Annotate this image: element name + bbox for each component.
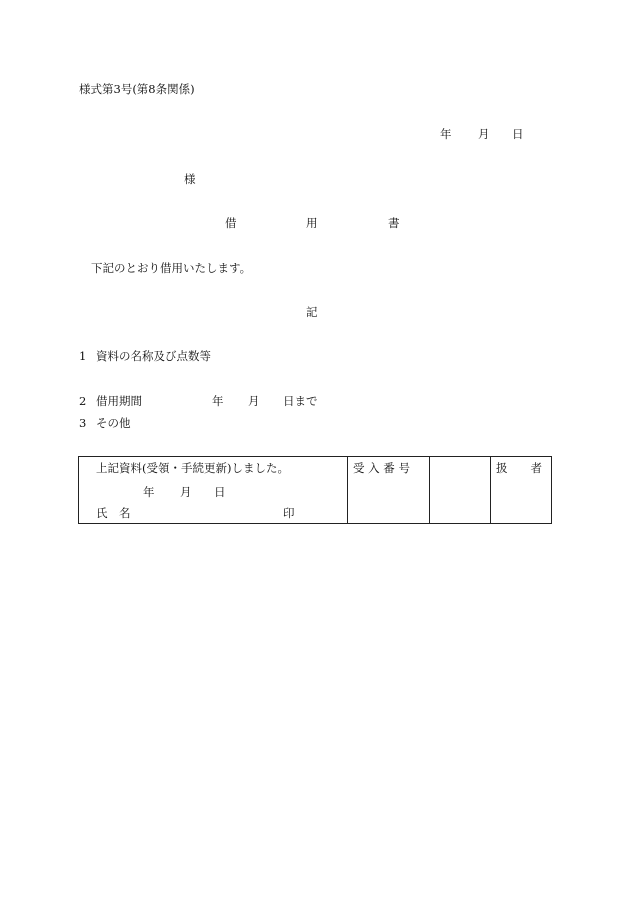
reception-number-label: 受 入 番 号 [353,461,410,475]
item3-label: その他 [96,416,131,430]
reception-number-value-cell [430,457,491,524]
receipt-name-label: 氏 名 [96,506,131,520]
addressee-suffix: 様 [184,172,196,186]
seal-mark: 印 [283,506,295,520]
title-char-3: 書 [388,216,400,230]
receipt-date-month: 月 [180,485,192,499]
item3-number: 3 [79,416,87,430]
item2-number: 2 [79,394,87,408]
item2-label: 借用期間 [96,394,142,408]
title-char-2: 用 [306,216,318,230]
title-char-1: 借 [225,216,237,230]
item2-day-until: 日まで [283,394,318,408]
item2-month: 月 [248,394,260,408]
receipt-statement-cell [79,457,348,524]
receipt-date-day: 日 [214,485,226,499]
ki-heading: 記 [306,305,318,319]
item2-year: 年 [212,394,224,408]
date-day: 日 [512,127,524,141]
handler-label: 扱 者 [496,461,542,475]
item1-number: 1 [79,349,87,363]
receipt-date-year: 年 [143,485,155,499]
form-label: 様式第3号(第8条関係) [79,82,195,96]
date-year: 年 [440,127,452,141]
handler-cell [491,457,552,524]
reception-number-label-cell [348,457,430,524]
intro-text: 下記のとおり借用いたします。 [91,261,252,275]
date-month: 月 [478,127,490,141]
receipt-statement: 上記資料(受領・手続更新)しました。 [96,461,289,475]
receipt-table [78,456,552,524]
item1-label: 資料の名称及び点数等 [96,349,211,363]
